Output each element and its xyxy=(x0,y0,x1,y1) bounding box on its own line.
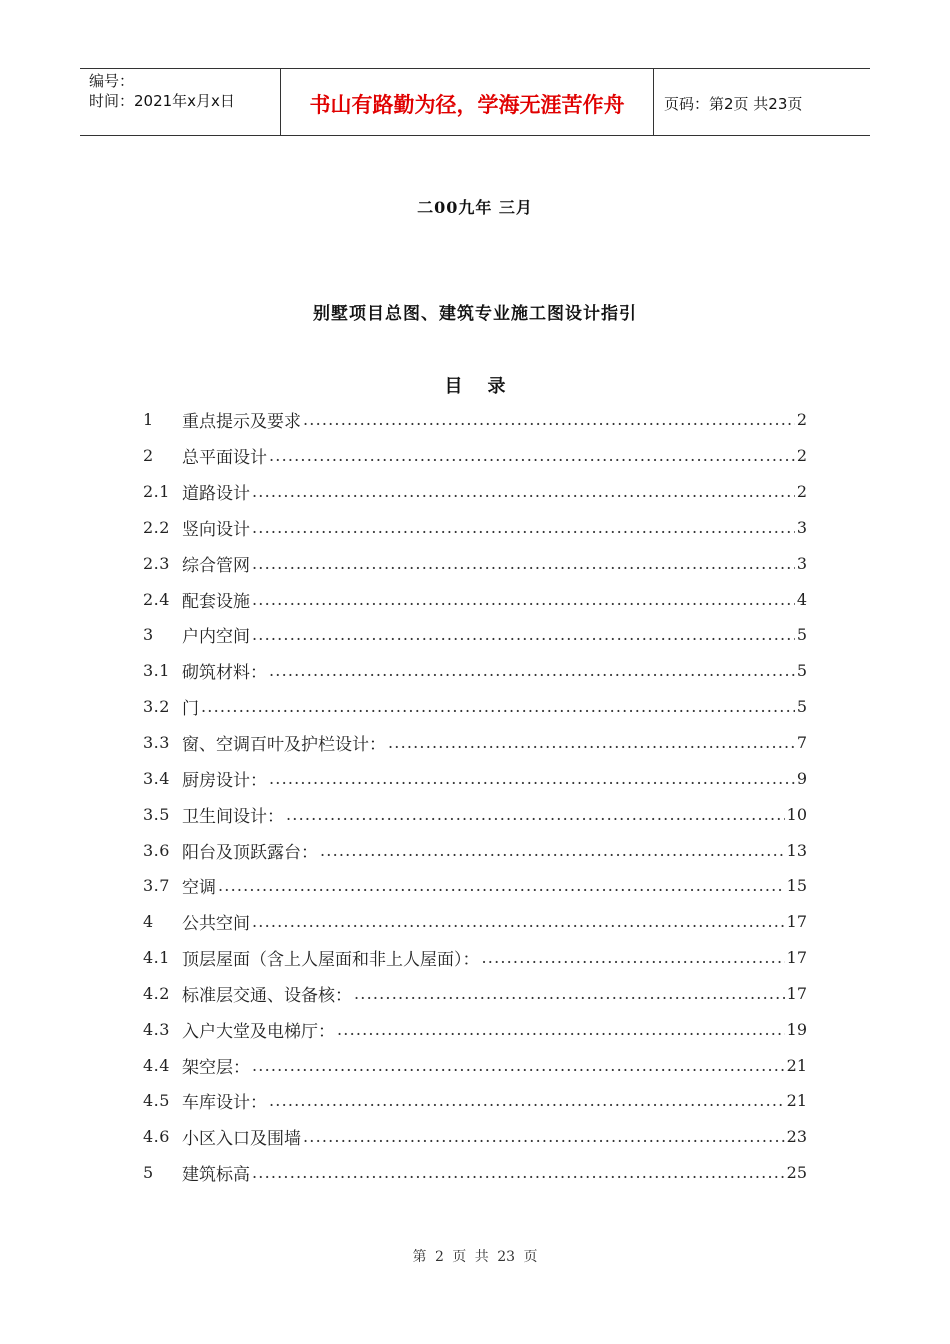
toc-entry[interactable] xyxy=(143,868,807,904)
toc-dot-leader xyxy=(252,482,795,501)
toc-entry[interactable] xyxy=(143,1155,807,1191)
toc-entry-page: 23 xyxy=(786,1127,807,1147)
toc-dot-leader xyxy=(252,625,795,644)
document-title: 别墅项目总图、建筑专业施工图设计指引 xyxy=(313,304,637,324)
toc-entry-title: 建筑标高 xyxy=(182,1165,250,1186)
toc-entry-title: 竖向设计 xyxy=(182,519,250,540)
page-header xyxy=(80,68,870,136)
document-date: 二00九年 三月 xyxy=(417,198,533,217)
toc-dot-leader xyxy=(337,1020,785,1039)
toc-entry-title: 阳台及顶跃露台： xyxy=(182,842,318,863)
toc-entry[interactable] xyxy=(143,940,807,976)
toc-entry-page: 4 xyxy=(796,589,807,609)
toc-entry[interactable] xyxy=(143,904,807,940)
toc-entry-page: 17 xyxy=(786,983,807,1003)
toc-entry-page: 13 xyxy=(786,840,807,860)
toc-entry-number: 3.2 xyxy=(143,697,170,717)
toc-entry[interactable] xyxy=(143,1119,807,1155)
toc-entry-number: 3.7 xyxy=(143,876,170,896)
toc-dot-leader xyxy=(303,410,795,429)
toc-entry[interactable] xyxy=(143,725,807,761)
toc-entry-page: 3 xyxy=(796,553,807,573)
header-motto: 书山有路勤为径，学海无涯苦作舟 xyxy=(281,69,654,135)
toc-dot-leader xyxy=(252,554,795,573)
toc-entry-title: 道路设计 xyxy=(182,484,250,505)
toc-entry-title: 标准层交通、设备核： xyxy=(182,985,352,1006)
toc-entry-title: 小区入口及围墙 xyxy=(182,1129,301,1150)
toc-entry-page: 2 xyxy=(796,482,807,502)
toc-dot-leader xyxy=(252,1163,785,1182)
toc-entry-number: 2.4 xyxy=(143,589,170,609)
document-time-label: 时间：2021年x月x日 xyxy=(89,92,235,110)
toc-entry-title: 公共空间 xyxy=(182,914,250,935)
toc-entry-number: 4 xyxy=(143,912,154,932)
toc-entry-number: 5 xyxy=(143,1163,154,1183)
toc-entry-number: 3.3 xyxy=(143,733,170,753)
toc-entry-title: 卫生间设计： xyxy=(182,806,284,827)
toc-entry[interactable] xyxy=(143,796,807,832)
toc-entry[interactable] xyxy=(143,438,807,474)
document-number-label: 编号： xyxy=(89,72,135,90)
toc-entry-number: 3.1 xyxy=(143,661,170,681)
toc-entry-page: 21 xyxy=(786,1091,807,1111)
toc-entry-number: 4.4 xyxy=(143,1055,170,1075)
page-footer: 第 2 页 共 23 页 xyxy=(412,1249,538,1265)
toc-entry[interactable] xyxy=(143,510,807,546)
toc-heading-text: 目 录 xyxy=(444,376,506,397)
toc-dot-leader xyxy=(201,697,795,716)
toc-entry-number: 2.3 xyxy=(143,553,170,573)
toc-dot-leader xyxy=(252,518,795,537)
toc-entry-number: 4.2 xyxy=(143,983,170,1003)
toc-entry-page: 19 xyxy=(786,1019,807,1039)
toc-entry-page: 2 xyxy=(796,446,807,466)
header-page-info: 页码：第2页 共23页 xyxy=(664,94,803,113)
toc-entry[interactable] xyxy=(143,653,807,689)
toc-entry-title: 窗、空调百叶及护栏设计： xyxy=(182,735,386,756)
toc-entry[interactable] xyxy=(143,1011,807,1047)
toc-entry-title: 重点提示及要求 xyxy=(182,412,301,433)
toc-entry-title: 架空层： xyxy=(182,1057,250,1078)
toc-entry-title: 厨房设计： xyxy=(182,770,267,791)
toc-dot-leader xyxy=(286,805,785,824)
toc-entry-number: 4.6 xyxy=(143,1127,170,1147)
toc-dot-leader xyxy=(269,661,795,680)
toc-entry-page: 9 xyxy=(796,768,807,788)
table-of-contents xyxy=(143,402,807,1191)
toc-entry[interactable] xyxy=(143,581,807,617)
toc-dot-leader xyxy=(252,1056,785,1075)
toc-entry-number: 3.5 xyxy=(143,804,170,824)
toc-entry[interactable] xyxy=(143,474,807,510)
header-meta xyxy=(80,69,281,135)
toc-entry-title: 门 xyxy=(182,699,199,720)
toc-entry-page: 2 xyxy=(796,410,807,430)
toc-entry-number: 4.1 xyxy=(143,948,170,968)
toc-entry-title: 户内空间 xyxy=(182,627,250,648)
toc-entry-title: 入户大堂及电梯厅： xyxy=(182,1021,335,1042)
toc-entry-page: 25 xyxy=(786,1163,807,1183)
toc-entry[interactable] xyxy=(143,1083,807,1119)
toc-entry-title: 配套设施 xyxy=(182,591,250,612)
toc-entry-page: 10 xyxy=(786,804,807,824)
toc-entry-page: 15 xyxy=(786,876,807,896)
toc-entry-page: 5 xyxy=(796,697,807,717)
toc-entry-number: 1 xyxy=(143,410,154,430)
toc-entry-title: 综合管网 xyxy=(182,555,250,576)
toc-entry-title: 车库设计： xyxy=(182,1093,267,1114)
toc-entry-number: 3.4 xyxy=(143,768,170,788)
toc-dot-leader xyxy=(354,984,785,1003)
toc-entry-number: 2.2 xyxy=(143,517,170,537)
toc-entry-number: 2.1 xyxy=(143,482,170,502)
toc-entry-number: 3.6 xyxy=(143,840,170,860)
toc-heading xyxy=(0,372,950,398)
toc-dot-leader xyxy=(269,1091,785,1110)
toc-entry-page: 17 xyxy=(786,912,807,932)
toc-entry[interactable] xyxy=(143,760,807,796)
toc-dot-leader xyxy=(252,912,785,931)
toc-dot-leader xyxy=(252,590,795,609)
toc-entry-number: 2 xyxy=(143,446,154,466)
toc-entry[interactable] xyxy=(143,545,807,581)
toc-entry-page: 5 xyxy=(796,661,807,681)
toc-entry-page: 3 xyxy=(796,517,807,537)
toc-dot-leader xyxy=(218,876,785,895)
toc-entry-page: 7 xyxy=(796,733,807,753)
toc-entry-title: 空调 xyxy=(182,878,216,899)
toc-entry-number: 4.3 xyxy=(143,1019,170,1039)
toc-dot-leader xyxy=(388,733,795,752)
toc-dot-leader xyxy=(482,948,785,967)
toc-dot-leader xyxy=(320,841,785,860)
toc-entry-title: 总平面设计 xyxy=(182,448,267,469)
toc-entry[interactable] xyxy=(143,689,807,725)
toc-entry-page: 17 xyxy=(786,948,807,968)
toc-entry-number: 3 xyxy=(143,625,154,645)
toc-entry-page: 5 xyxy=(796,625,807,645)
toc-entry-title: 砌筑材料： xyxy=(182,663,267,684)
toc-entry-page: 21 xyxy=(786,1055,807,1075)
toc-dot-leader xyxy=(269,769,795,788)
toc-entry[interactable] xyxy=(143,1047,807,1083)
toc-entry-number: 4.5 xyxy=(143,1091,170,1111)
toc-entry[interactable] xyxy=(143,976,807,1012)
toc-dot-leader xyxy=(303,1127,785,1146)
toc-dot-leader xyxy=(269,446,795,465)
toc-entry[interactable] xyxy=(143,617,807,653)
toc-entry[interactable] xyxy=(143,402,807,438)
toc-entry[interactable] xyxy=(143,832,807,868)
toc-entry-title: 顶层屋面（含上人屋面和非上人屋面）： xyxy=(182,950,480,971)
